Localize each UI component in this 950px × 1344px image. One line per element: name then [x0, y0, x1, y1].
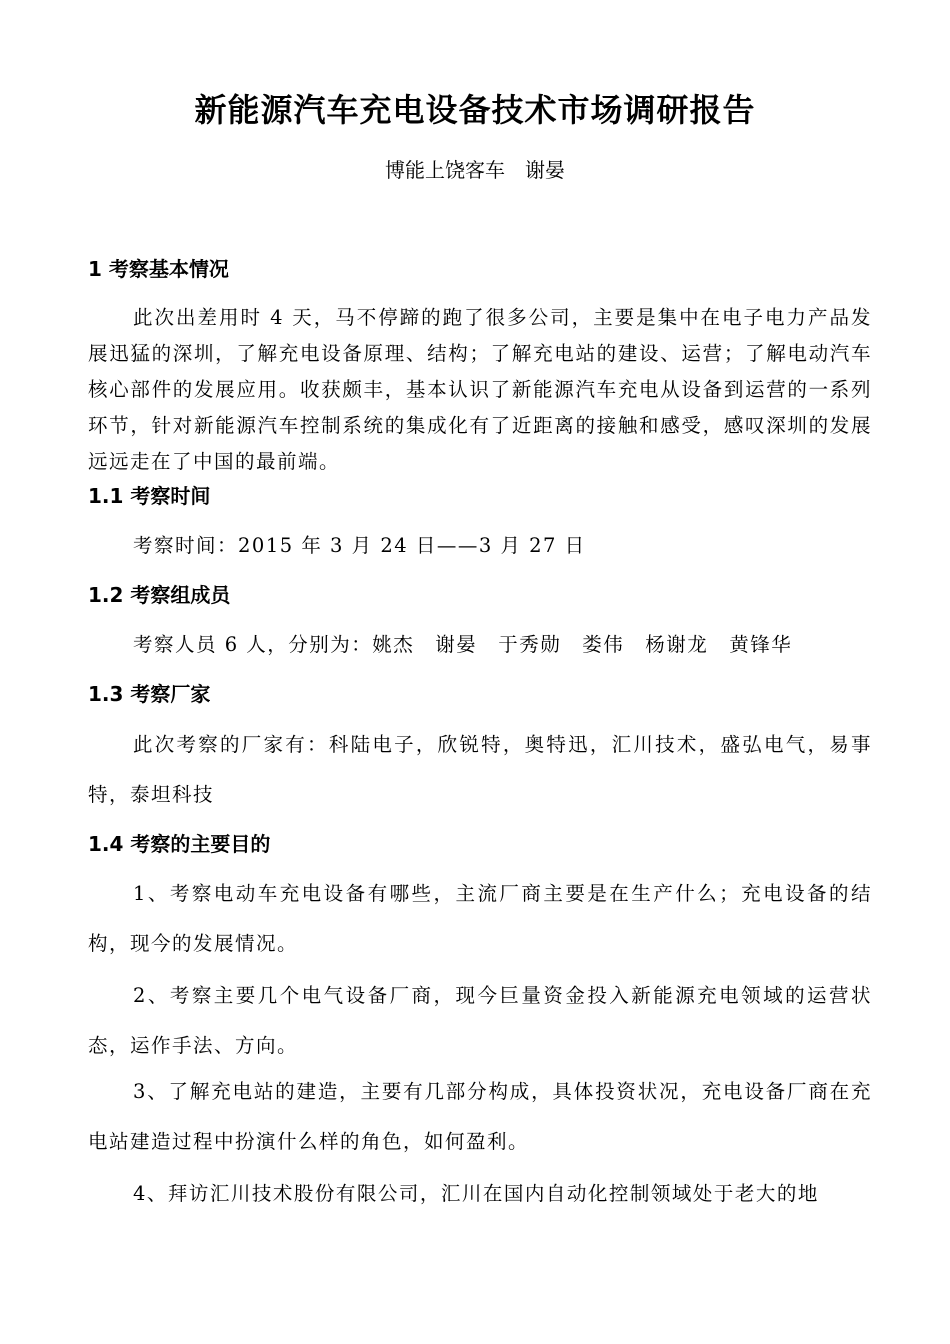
section-heading-1-1: 1.1 考察时间: [88, 484, 211, 508]
author-line: 博能上饶客车 谢晏: [385, 158, 565, 182]
section-heading-1: 1 考察基本情况: [88, 257, 229, 281]
section-heading-1-2: 1.2 考察组成员: [88, 583, 231, 607]
section-1-paragraph: 此次出差用时 4 天，马不停蹄的跑了很多公司，主要是集中在电子电力产品发展迅猛的深圳，了解充电设备原理、结构；了解充电站的建设、运营；了解电动汽车核心部件的发展应用。收获颇丰，基本认识了新能源汽车充电从设备到运营的一系列环节，针对新能源汽车控制系统的集成化有了近距离的接触和感受，感叹深圳的发展远远走在了中国的最前端。: [88, 306, 872, 473]
section-1-1-paragraph: 考察时间：2015 年 3 月 24 日——3 月 27 日: [133, 534, 586, 557]
objective-item-4: 4、拜访汇川技术股份有限公司，汇川在国内自动化控制领域处于老大的地: [133, 1182, 819, 1205]
section-heading-1-3: 1.3 考察厂家: [88, 682, 211, 706]
section-heading-1-4: 1.4 考察的主要目的: [88, 832, 271, 856]
objective-item-3: 3、了解充电站的建造，主要有几部分构成，具体投资状况，充电设备厂商在充电站建造过程中扮演什么样的角色，如何盈利。: [88, 1080, 872, 1153]
section-1-3-paragraph: 此次考察的厂家有：科陆电子，欣锐特，奥特迅，汇川技术，盛弘电气，易事特，泰坦科技: [88, 733, 872, 806]
document-title: 新能源汽车充电设备技术市场调研报告: [194, 91, 756, 129]
section-1-2-paragraph: 考察人员 6 人，分别为：姚杰 谢晏 于秀勋 娄伟 杨谢龙 黄锋华: [133, 633, 793, 656]
objective-item-1: 1、考察电动车充电设备有哪些，主流厂商主要是在生产什么；充电设备的结构，现今的发展情况。: [88, 882, 872, 955]
objective-item-2: 2、考察主要几个电气设备厂商，现今巨量资金投入新能源充电领域的运营状态，运作手法、方向。: [88, 984, 872, 1057]
